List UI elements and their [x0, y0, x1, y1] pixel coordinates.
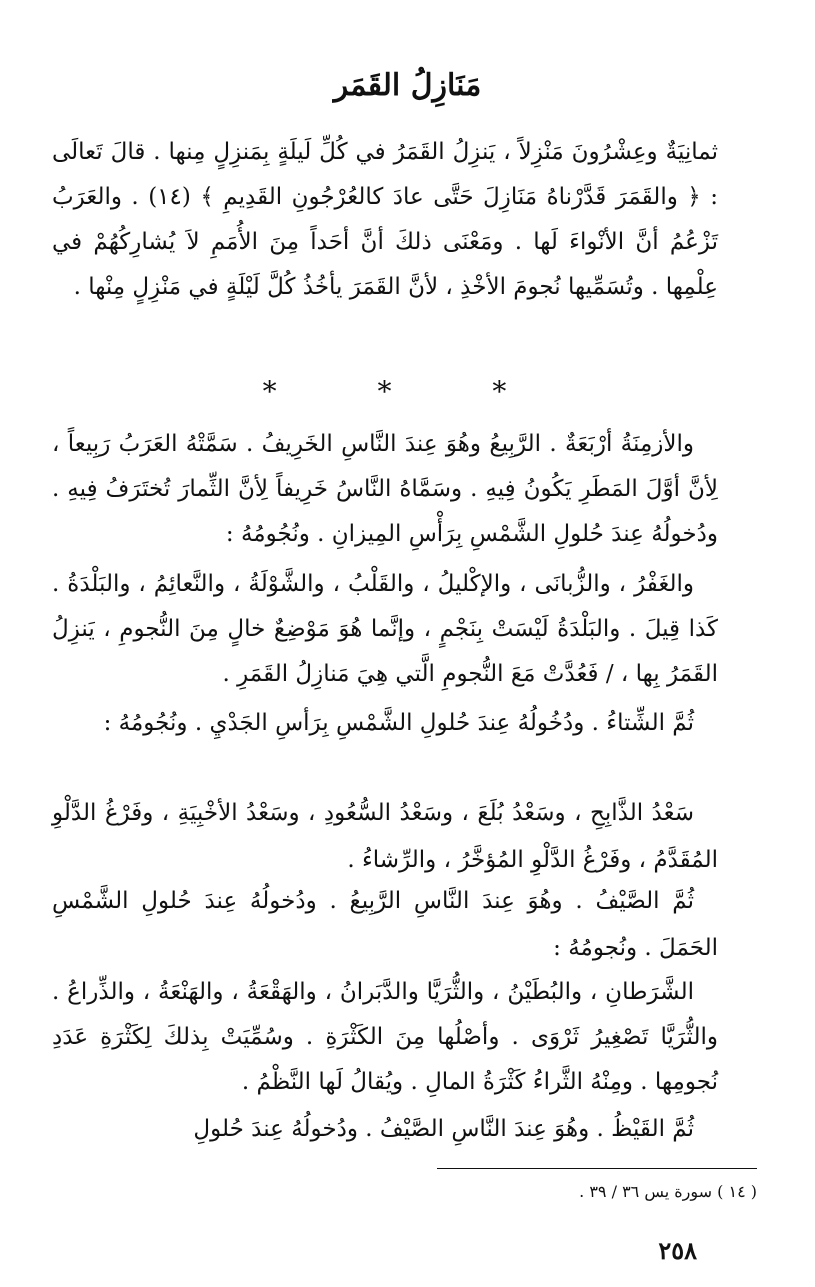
paragraph-seasons: والأزمِنَةُ أرْبَعَةٌ . الرَّبِيعُ وهُوَ عِندَ النَّاسِ الخَرِيفُ . سَمَّتْهُ العَرَبُ رَبِيعاً ، لِأنَّ أوَّلَ المَطَرِ يَكُونُ فِيهِ . وسَمَّاهُ النَّاسُ خَرِيفاً لِأنَّ الثِّمارَ تُختَرَفُ فِيهِ . ودُخولُهُ عِندَ حُلولِ الشَّمْسِ بِرَأْسِ المِيزانِ . ونُجُومُهُ :	[52, 431, 718, 547]
paragraph-winter: ثُمَّ الشِّتاءُ . ودُخُولُهُ عِندَ حُلولِ الشَّمْسِ بِرَأسِ الجَدْيِ . ونُجُومُهُ :	[103, 710, 694, 736]
paragraph-summer: ثُمَّ الصَّيْفُ . وهُوَ عِندَ النَّاسِ الرَّبِيعُ . ودُخولُهُ عِندَ حُلولِ الشَّمْسِ الحَمَلَ . ونُجومُهُ :	[52, 888, 718, 961]
footnote-divider	[437, 1168, 757, 1169]
paragraph-winter-stars: سَعْدُ الذَّابِحِ ، وسَعْدُ بُلَعَ ، وسَعْدُ السُّعُودِ ، وسَعْدُ الأخْبِيَةِ ، وفَرْغُ الدَّلْوِ المُقَدَّمُ ، وفَرْغُ الدَّلْوِ المُؤخَّرُ ، والرِّشاءُ .	[52, 800, 718, 873]
page-title: مَنَازِلُ القَمَر	[333, 68, 482, 103]
paragraph-summer-stars: الشَّرَطانِ ، والبُطَيْنُ ، والثُّرَيَّا والدَّبَرانُ ، والهَقْعَةُ ، والهَنْعَةُ ، والذِّراعُ . والثُّرَيَّا تَصْغِيرُ ثَرْوَى . وأصْلُها مِنَ الكَثْرَةِ . وسُمِّيَتْ بِذلكَ لِكَثْرَةِ عَدَدِ نُجومِها . ومِنْهُ الثَّراءُ كَثْرَةُ المالِ . ويُقالُ لَها النَّظْمُ .	[52, 979, 718, 1095]
paragraph-autumn-stars: والغَفْرُ ، والزُّبانَى ، والإكْليلُ ، والقَلْبُ ، والشَّوْلَةُ ، والنَّعائِمُ ، والبَلْدَةُ . كَذا قِيلَ . والبَلْدَةُ لَيْسَتْ بِنَجْمٍ ، وإنَّما هُوَ مَوْضِعٌ خالٍ مِنَ النُّجومِ ، يَنزِلُ القَمَرُ بِها ، / فَعُدَّتْ مَعَ النُّجومِ الَّتي هِيَ مَنازِلُ القَمَرِ .	[52, 571, 718, 687]
section-separator: * * *	[262, 375, 553, 408]
page-number: ٢٥٨	[658, 1236, 697, 1265]
paragraph-intro: ثمانِيَةٌ وعِشْرُونَ مَنْزِلاً ، يَنزِلُ القَمَرُ في كُلِّ لَيلَةٍ بِمَنزِلٍ مِنها . قالَ تَعالَى : ﴿ والقَمَرَ قَدَّرْناهُ مَنَازِلَ حَتَّى عادَ كالعُرْجُونِ القَدِيمِ ﴾ (١٤) . والعَرَبُ تَزْعُمُ أنَّ الأنْواءَ لَها . ومَعْنَى ذلكَ أنَّ أحَداً مِنَ الأُمَمِ لاَ يُشارِكُهُمْ في عِلْمِها . وتُسَمِّيها نُجومَ الأخْذِ ، لأنَّ القَمَرَ يأخُذُ كُلَّ لَيْلَةٍ في مَنْزِلٍ مِنْها .	[52, 139, 718, 300]
footnote: ( ١٤ ) سورة يس ٣٦ / ٣٩ .	[579, 1182, 757, 1201]
paragraph-hot-season: ثُمَّ القَيْظُ . وهُوَ عِندَ النَّاسِ الصَّيْفُ . ودُخولُهُ عِندَ حُلولِ	[193, 1116, 694, 1142]
